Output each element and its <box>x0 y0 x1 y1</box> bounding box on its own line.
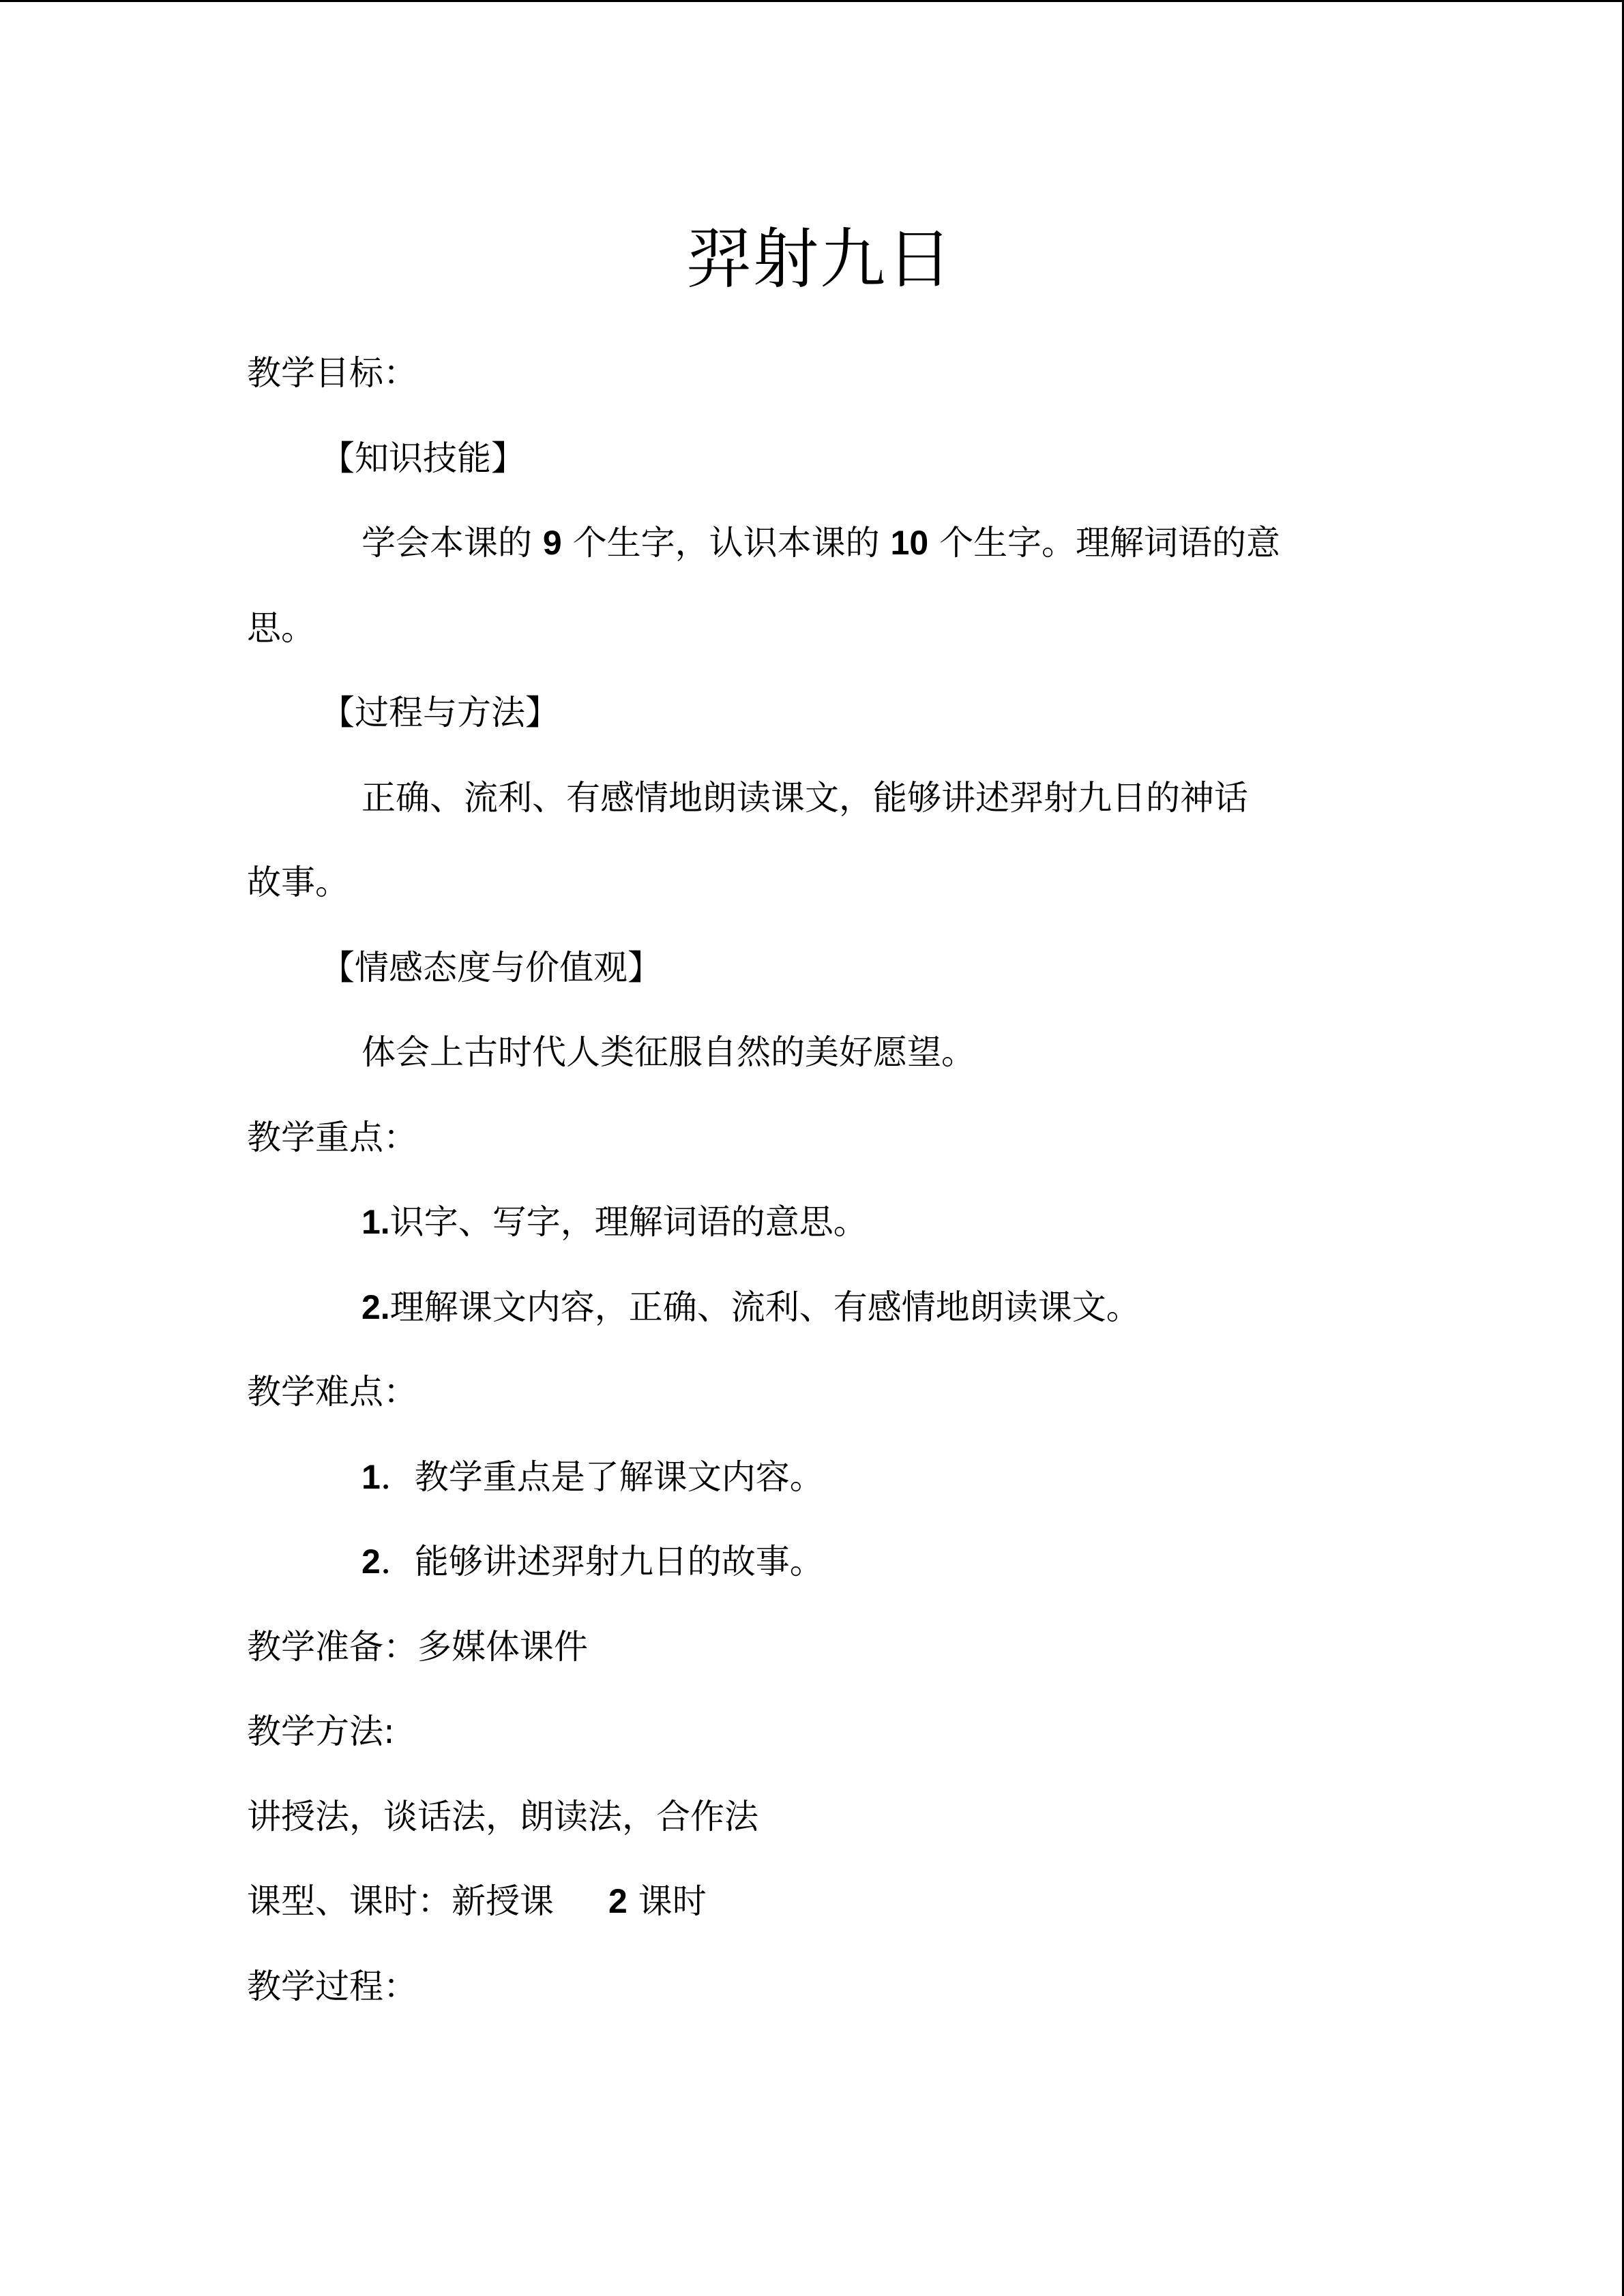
knowledge-number-10: 10 <box>890 524 929 562</box>
process-method-heading: 【过程与方法】 <box>321 693 559 732</box>
process-method-paragraph-cont: 故事。 <box>247 863 349 902</box>
key-point-item <box>247 1180 1393 1265</box>
difficulties-heading: 教学难点： <box>247 1372 417 1412</box>
knowledge-paragraph-cont: 思。 <box>247 608 315 648</box>
lesson-hours-number: 2 <box>608 1882 628 1920</box>
knowledge-text-a: 学会本课的 <box>361 523 532 563</box>
key-points-heading: 教学重点： <box>247 1117 417 1157</box>
methods-heading: 教学方法: <box>247 1712 395 1751</box>
document-title: 羿射九日 <box>686 221 954 297</box>
preparation-label: 教学准备： <box>247 1626 417 1667</box>
process-method-paragraph: 正确、流利、有感情地朗读课文，能够讲述羿射九日的神话 <box>361 777 1248 818</box>
knowledge-text-c: 个生字。理解词语的意 <box>939 523 1281 563</box>
difficulty-item <box>247 1519 1393 1605</box>
key-point-text: 识字、写字，理解词语的意思。 <box>389 1202 868 1242</box>
preparation-value: 多媒体课件 <box>417 1626 588 1667</box>
lesson-type-line <box>247 1859 1393 1944</box>
knowledge-paragraph <box>247 501 1393 586</box>
goals-heading: 教学目标： <box>247 353 417 393</box>
key-point-text: 理解课文内容，正确、流利、有感情地朗读课文。 <box>389 1287 1140 1327</box>
difficulty-text: ．能够讲述羿射九日的故事。 <box>380 1542 824 1581</box>
knowledge-text-b: 个生字，认识本课的 <box>572 523 880 563</box>
document-page <box>247 205 1393 2029</box>
emotion-heading: 【情感态度与价值观】 <box>321 947 662 987</box>
lesson-hours-unit: 课时 <box>638 1881 707 1921</box>
knowledge-heading: 【知识技能】 <box>321 438 525 478</box>
knowledge-number-9: 9 <box>542 524 562 562</box>
emotion-paragraph: 体会上古时代人类征服自然的美好愿望。 <box>361 1032 975 1072</box>
preparation-line <box>247 1605 1393 1690</box>
difficulty-number: 1 <box>361 1457 381 1496</box>
teaching-process-heading: 教学过程： <box>247 1966 417 2006</box>
key-point-number: 1. <box>361 1203 390 1241</box>
methods-value: 讲授法，谈话法，朗读法，合作法 <box>247 1796 758 1836</box>
key-point-item <box>247 1265 1393 1350</box>
difficulty-number: 2 <box>361 1542 381 1581</box>
difficulty-text: ．教学重点是了解课文内容。 <box>380 1457 824 1497</box>
lesson-type-label: 课型、课时： <box>247 1881 452 1921</box>
difficulty-item <box>247 1435 1393 1520</box>
page-border-top <box>0 0 1624 2</box>
lesson-type-value: 新授课 <box>452 1881 554 1921</box>
key-point-number: 2. <box>361 1287 390 1326</box>
